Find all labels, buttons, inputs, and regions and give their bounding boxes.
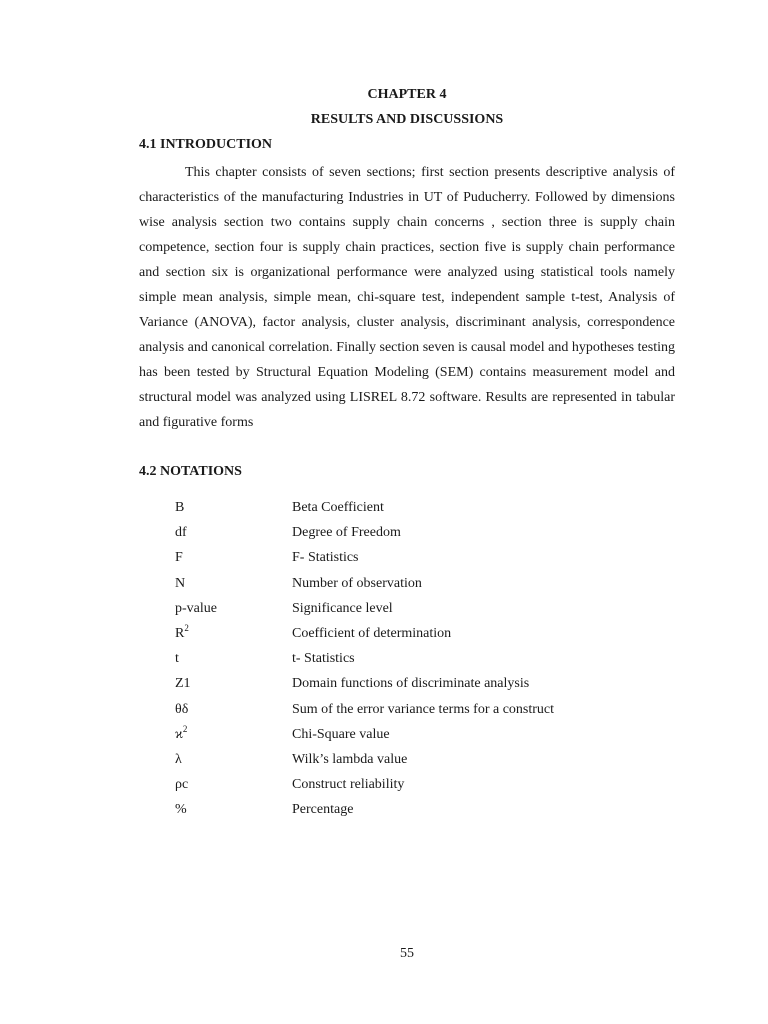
section-heading-introduction: 4.1 INTRODUCTION: [139, 137, 273, 152]
notation-row: [175, 747, 635, 772]
notation-symbol: λ: [175, 751, 182, 767]
notation-description: Significance level: [292, 600, 393, 616]
notation-symbol: B: [175, 500, 185, 515]
notation-row: [175, 520, 635, 545]
notation-row: [175, 797, 635, 822]
notation-symbol: ρc: [175, 777, 189, 793]
chapter-label: CHAPTER 4: [367, 87, 447, 102]
notation-description: Coefficient of determination: [292, 625, 452, 641]
notation-description: Beta Coefficient: [292, 500, 384, 515]
notation-row: [175, 697, 635, 722]
notation-symbol: %: [175, 802, 187, 818]
notation-description: Degree of Freedom: [292, 525, 401, 541]
notation-row: [175, 596, 635, 621]
section-heading-notations: 4.2 NOTATIONS: [139, 464, 242, 479]
notation-row: [175, 722, 635, 747]
notation-symbol: N: [175, 575, 186, 591]
notation-row: [175, 772, 635, 797]
notation-symbol: t: [175, 651, 179, 667]
notation-row: [175, 671, 635, 696]
notation-row: [175, 621, 635, 646]
notation-description: Construct reliability: [292, 777, 405, 793]
notation-symbol: $ϰ^2$: [175, 723, 188, 742]
introduction-text: This chapter consists of seven sections; first section presents descriptive analysis of characteristics of the manufacturing Industries in UT of Puducherry. Followed by dimensions wise analysis section two contains supply chain concerns , section three is supply chain competence, section four is supply chain practices, section five is supply chain performance and section six is organizational performance were analyzed using statistical tools namely simple mean analysis, simple mean, chi-square test, independent sample t-test, Analysis of Variance (ANOVA), factor analysis, cluster analysis, discriminant analysis, correspondence analysis and canonical correlation. Finally section seven is causal model and hypotheses testing has been tested by Structural Equation Modeling (SEM) contains measurement model and structural model was analyzed using LISREL 8.72 software. Results are represented in tabular and figurative forms: [139, 165, 675, 430]
notation-description: Chi-Square value: [292, 726, 390, 742]
notation-row: [175, 571, 635, 596]
notation-row: [175, 495, 635, 520]
notation-description: F- Statistics: [292, 550, 359, 566]
notation-description: Sum of the error variance terms for a construct: [292, 701, 555, 717]
notation-symbol: df: [175, 525, 187, 541]
notation-description: Percentage: [292, 802, 354, 818]
notation-symbol: Z1: [175, 676, 191, 692]
notation-symbol: F: [175, 550, 183, 566]
notation-row: [175, 646, 635, 671]
notation-symbol: $R^2$: [175, 622, 189, 641]
notation-symbol: θδ: [175, 701, 189, 717]
notations-list: [175, 495, 635, 822]
notation-description: Number of observation: [292, 575, 422, 591]
notation-row: [175, 545, 635, 570]
chapter-title: RESULTS AND DISCUSSIONS: [310, 112, 504, 127]
notation-description: Domain functions of discriminate analysis: [292, 676, 530, 692]
notation-symbol: p-value: [175, 600, 217, 616]
introduction-paragraph: [139, 160, 675, 435]
page-number: 55: [400, 946, 414, 961]
notation-description: Wilk’s lambda value: [292, 751, 408, 767]
notation-description: t- Statistics: [292, 651, 355, 667]
